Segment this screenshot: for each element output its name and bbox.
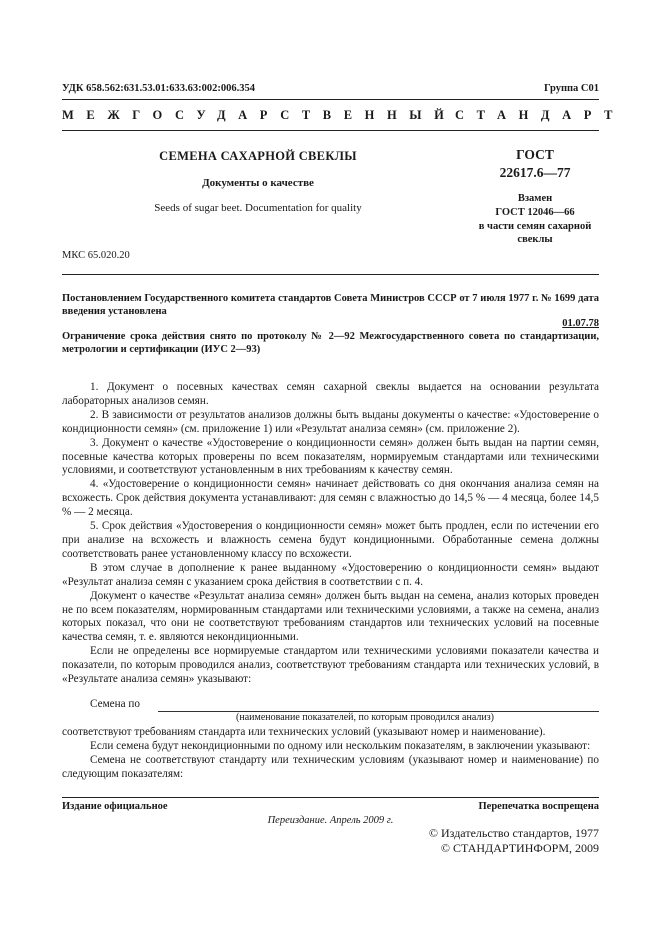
- gost-label: ГОСТ: [516, 147, 554, 162]
- group-code: Группа С01: [543, 83, 599, 94]
- paragraph-8: Если не определены все нормируемые стандартом или техническими условиями показатели качества и показатели, по которым проводился анализ, соответствуют требованиям стандарта или технических условий, в «Результате анализа семян» указывают:: [62, 645, 599, 686]
- footer-rule: [62, 797, 599, 798]
- body-section-1: [62, 381, 599, 687]
- replaces-line-2: ГОСТ 12046—66: [495, 206, 575, 218]
- paragraph-6: В этом случае в дополнение к ранее выданному «Удостоверению о кондиционности семян» выдают «Результат анализа семян с указанием срока действия в соответствии с п. 4.: [62, 561, 599, 588]
- standard-subtitle: Документы о качестве: [202, 177, 314, 189]
- title-block-rule: [62, 274, 599, 275]
- decree-text: Постановлением Государственного комитета стандартов Совета Министров СССР от 7 июля 1977 г. № 1699 дата введения установлена: [62, 293, 599, 317]
- reprint-prohibited: Перепечатка воспрещена: [478, 801, 599, 812]
- paragraph-9: соответствуют требованиям стандарта или технических условий (указывают номер и наименование).: [62, 726, 546, 738]
- paragraph-3: 3. Документ о качестве «Удостоверение о кондиционности семян» должен быть выдан на партии семян, посевные качества которых проверены по всем показателям, нормируемым стандартами или техническими условиями, и соответствуют установленным в них требованиям к качеству семян.: [62, 436, 599, 477]
- reissue-note: Переиздание. Апрель 2009 г.: [267, 815, 394, 826]
- copyright-2009: © СТАНДАРТИНФОРМ, 2009: [440, 841, 599, 855]
- seeds-caption: (наименование показателей, по которым проводился анализ): [236, 712, 494, 723]
- seeds-label: Семена по: [90, 698, 140, 710]
- paragraph-4: 4. «Удостоверение о кондиционности семян» начинает действовать со дня окончания анализа семян на всхожесть. Срок действия документа устанавливают: для семян с влажностью до 14,5 % — 4 месяца, более 14,5 % — 2 месяца.: [62, 478, 599, 519]
- paragraph-2: 2. В зависимости от результатов анализов должны быть выданы документы о качестве: «Удостоверение о кондиционности семян» (см. приложение 1) или «Результат анализа семян» (см. приложение 2).: [62, 408, 599, 435]
- paragraph-7: Документ о качестве «Результат анализа семян» должен быть выдан на семена, анализ которых проведен не по всем показателям, нормированным стандартами или техническими условиями, а также на семена, анализ которых показал, что они не соответствуют требованиям стандартов или технических условий на посевные качества семян, т. е. являются некондиционными.: [62, 589, 599, 644]
- limitation-text: Ограничение срока действия снято по протоколу № 2—92 Межгосударственного совета по стандартизации, метрологии и сертификации (ИУС 2—93): [62, 331, 599, 355]
- official-edition: Издание официальное: [62, 801, 168, 812]
- banner-standard: СТАНДАРТ: [455, 108, 626, 122]
- banner-interstate: МЕЖГОСУДАРСТВЕННЫЙ: [62, 108, 457, 122]
- replaces-line-1: Взамен: [517, 193, 553, 204]
- paragraph-1: 1. Документ о посевных качествах семян сахарной свеклы выдается на основании результата лабораторных анализов семян.: [62, 381, 599, 407]
- gost-designation: [470, 146, 600, 182]
- paragraph-11: Семена не соответствуют стандарту или техническим условиям (указывают номер и наименование) по следующим показателям:: [62, 753, 599, 780]
- english-title: Seeds of sugar beet. Documentation for quality: [154, 202, 362, 214]
- replaces-line-3: в части семян сахарной: [478, 220, 592, 232]
- header-rule-top: [62, 99, 599, 100]
- seeds-fill-in-row: [62, 698, 599, 712]
- udk-code: УДК 658.562:631.53.01:633.63:002:006.354: [62, 83, 255, 94]
- standard-title: СЕМЕНА САХАРНОЙ СВЕКЛЫ: [159, 149, 357, 163]
- paragraph-5: 5. Срок действия «Удостоверения о кондиционности семян» может быть продлен, если по истечении его при анализе на всхожесть и влажность семена будут кондиционными. Обработанные семена должны соответствовать ранее установленному классу по всхожести.: [62, 520, 599, 560]
- gost-number: 22617.6—77: [499, 165, 571, 180]
- copyright-1977: © Издательство стандартов, 1977: [428, 826, 599, 840]
- replaces-block: [470, 192, 600, 247]
- body-section-2: [62, 726, 599, 782]
- introduction-date: 01.07.78: [562, 318, 599, 329]
- paragraph-10: Если семена будут некондиционными по одному или нескольким показателям, в заключении указывают:: [90, 739, 591, 752]
- header-rule-bottom: [62, 130, 599, 131]
- mks-code: МКС 65.020.20: [62, 250, 130, 261]
- replaces-line-4: свеклы: [517, 234, 553, 246]
